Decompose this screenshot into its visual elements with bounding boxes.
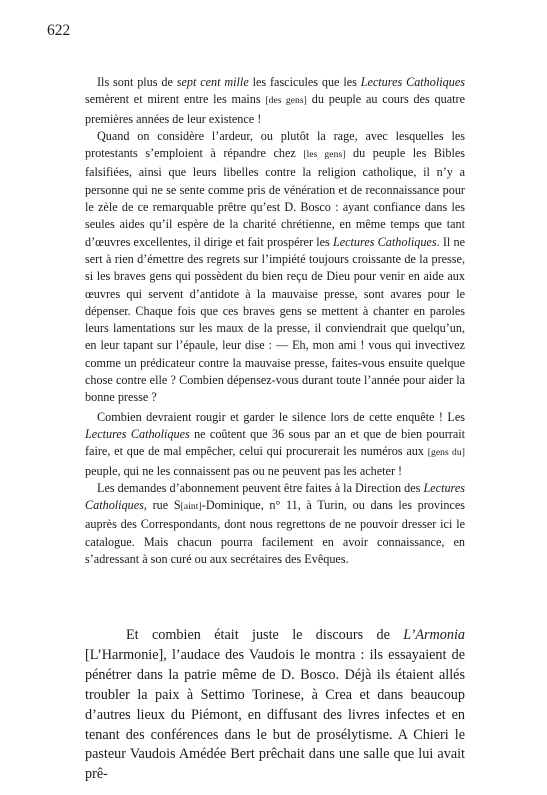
text-run: peuple, qui ne les connaissent pas ou ne peuvent pas les acheter ! [85,463,403,478]
quote-paragraph-3 [85,409,465,480]
text-run: -Dominique, n° 11, à Turin, ou dans les provinces auprès des Correspondants, dont nous regrettons de ne pouvoir dresser ici le catalogue. Mais chacun pourra facilement en avoir connaissance, en s’adressant à son curé ou aux secrétaires des Evêques. [85,498,465,567]
text-run: du peuple les Bibles falsifiées, ainsi que leurs libelles contre la religion catholique, il n’y a personne qui ne se sente comme pris de vénération et de reconnaissance pour le zèle de ce remarquable prêtre qu’est D. Bosco : ayant confiance dans les seules aides qu’il espère de la charité chrétienne, en même temps que tant d’œuvres excellentes, il dirige et fait prospérer les [85,146,465,249]
text-run: les fascicules que les [248,75,361,89]
text-run: semèrent et mirent entre les mains [85,92,266,107]
quote-paragraph-4 [85,480,465,568]
text-run: Combien devraient rougir et garder le silence lors de cette enquête ! Les [97,409,465,424]
text-run: Et combien était juste le discours de [126,627,404,643]
text-run: ne coûtent que 36 sous par an et que de bien pourrait faire, et que de mal empêcher, celui qui procurerait les numéros aux [85,426,466,459]
body-text [85,626,465,785]
editorial-insertion: [gens du] [427,448,465,459]
italic-title: L’Armonia [403,627,465,643]
text-run: , rue S [143,498,181,513]
text-run: Les demandes d’abonnement peuvent être faites à la Direction des [97,480,424,495]
editorial-insertion: [des gens] [265,96,307,107]
editorial-insertion: [aint] [180,502,202,513]
body-paragraph-1 [85,626,465,785]
quote-paragraph-1 [85,74,465,128]
quoted-article [85,74,465,568]
italic-title: Lectures Catholiques [360,75,465,89]
italic-title: sept cent mille [176,75,249,89]
text-run: du peuple au cours des quatre premières années de leur existence ! [85,92,465,126]
text-run: [L’Harmonie], l’audace des Vaudois le montra : ils essayaient de pénétrer dans la patrie même de D. Bosco. Déjà ils étaient allés troubler la paix à Settimo Torinese, à Crea et dans beaucoup d’autres lieux du Piémont, en diffusant des livres infectes et en tenant des conférences dans le but de prosélytisme. A Chieri le pasteur Vaudois Amédée Bert prêchait dans une salle que lui avait prê- [85,646,465,783]
text-run: Ils sont plus de [97,75,177,89]
page-number: 622 [47,22,71,39]
italic-title: Lectures Catholiques [332,234,437,249]
quote-paragraph-2 [85,128,465,407]
italic-title: Lectures Catholiques [85,426,190,441]
editorial-insertion: [les gens] [303,150,346,161]
italic-title: Lectures Catholiques [85,480,465,513]
text-run: . Il ne sert à rien d’émettre des regrets sur l’impiété toujours croissante de la presse, si les braves gens qui possèdent du bien reçu de Dieu pour venir en aide aux œuvres qui servent d’antidote à la mauvaise presse, sont avares pour le dépenser. Chaque fois que ces braves gens se mettent à chanter en paroles leurs lamentations sur les maux de la presse, il conviendrait que quelqu’un, en leur tapant sur l’épaule, leur dise : — Eh, mon ami ! vous qui invectivez comme un prédicateur contre la mauvaise presse, faites-vous ensuite quelque chose contre elle ? Combien dépensez-vous durant toute l’année pour aider la bonne presse ? [85,234,465,405]
text-run: Quand on considère l’ardeur, ou plutôt la rage, avec lesquelles les protestants s’emploient à répandre chez [85,128,465,161]
